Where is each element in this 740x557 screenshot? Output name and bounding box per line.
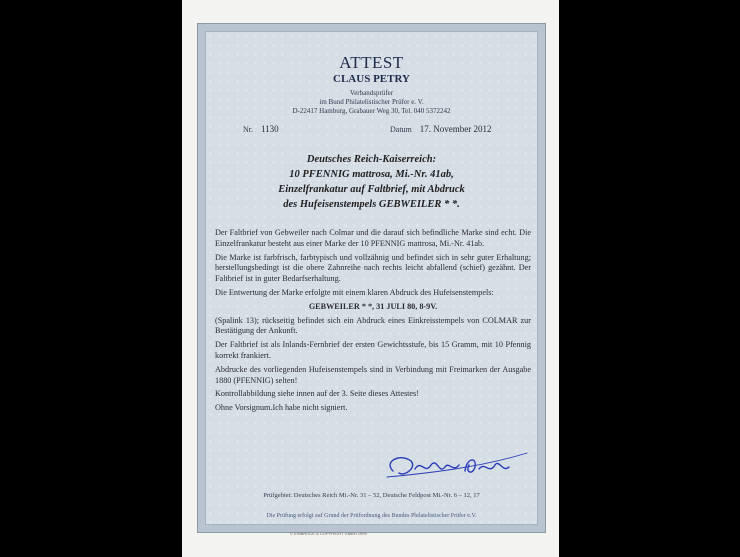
- date-label: Datum: [390, 125, 412, 134]
- certificate-body: [215, 228, 531, 417]
- issuer-address: D-22417 Hamburg, Grabauer Weg 30, Tel. 040 5372242: [292, 107, 451, 115]
- paragraph: Abdrucke des vorliegenden Hufeisenstempels sind in Verbindung mit Freimarken der Ausgabe 1880 (PFENNIG) selten!: [215, 364, 531, 385]
- footer-regulation: Die Prüfung erfolgt auf Grund der Prüfordnung des Bundes Philatelistischer Prüfer e.V.: [266, 513, 477, 519]
- issuer-name: CLAUS PETRY: [333, 73, 410, 85]
- paragraph: Ohne Vorsignum.Ich habe nicht signiert.: [215, 403, 348, 413]
- certificate-content: [205, 31, 538, 525]
- issuer-role: Verbandsprüfer: [349, 89, 394, 97]
- certificate-title: ATTEST: [339, 53, 404, 72]
- heading-line: Deutsches Reich-Kaiserreich:: [306, 154, 437, 165]
- heading-line: 10 PFENNIG mattrosa, Mi.-Nr. 41ab,: [289, 169, 454, 180]
- heading-line: des Hufeisenstempels GEBWEILER * *.: [283, 199, 460, 210]
- nr-value: 1130: [261, 124, 279, 134]
- postmark-line: GEBWEILER * *, 31 JULI 80, 8-9V.: [308, 301, 438, 311]
- heading-line: Einzelfrankatur auf Faltbrief, mit Abdruck: [278, 184, 465, 195]
- paragraph: Die Entwertung der Marke erfolgte mit einem klaren Abdruck des Hufeisenstempels:: [215, 287, 494, 297]
- issuer-association: im Bund Philatelistischer Prüfer e. V.: [319, 98, 424, 106]
- certificate-number: [243, 124, 279, 134]
- printer-note: © EINBROCK & COPYRIGHT GMBH 1999: [290, 531, 367, 536]
- paragraph: (Spalink 13); rückseitig befindet sich ein Abdruck eines Einkreisstempels von COLMAR zur Bestätigung der Ankunft.: [215, 315, 531, 336]
- paragraph: Kontrollabbildung siehe innen auf der 3. Seite dieses Attestes!: [215, 389, 419, 399]
- paragraph: Der Faltbrief ist als Inlands-Fernbrief der ersten Gewichtsstufe, bis 15 Gramm, mit 10 Pfennig korrekt frankiert.: [215, 340, 531, 360]
- certificate-date: [390, 124, 492, 134]
- nr-label: Nr.: [243, 125, 253, 134]
- footer-scope: Prüfgebiet: Deutsches Reich Mi.-Nr. 31 – 52, Deutsche Feldpost Mi.-Nr. 6 – 12, 17: [263, 492, 480, 499]
- paragraph: Die Marke ist farbfrisch, farbtypisch und vollzähnig und befindet sich in sehr guter Erhaltung; herstellungsbedingt ist die obere Zahnreihe nach rechts leicht abfallend (schief) gezähnt. Der Faltbrief ist in guter Bedarfserhaltung.: [215, 252, 531, 284]
- date-value: 17. November 2012: [419, 124, 492, 134]
- paragraph: Der Faltbrief von Gebweiler nach Colmar und die darauf sich befindliche Marke sind echt. Die Einzelfrankatur besteht aus einer Marke der 10 PFENNIG mattrosa, Mi.-Nr. 41ab.: [215, 228, 531, 248]
- certificate-heading: [205, 152, 538, 212]
- handwritten-signature: [381, 447, 531, 487]
